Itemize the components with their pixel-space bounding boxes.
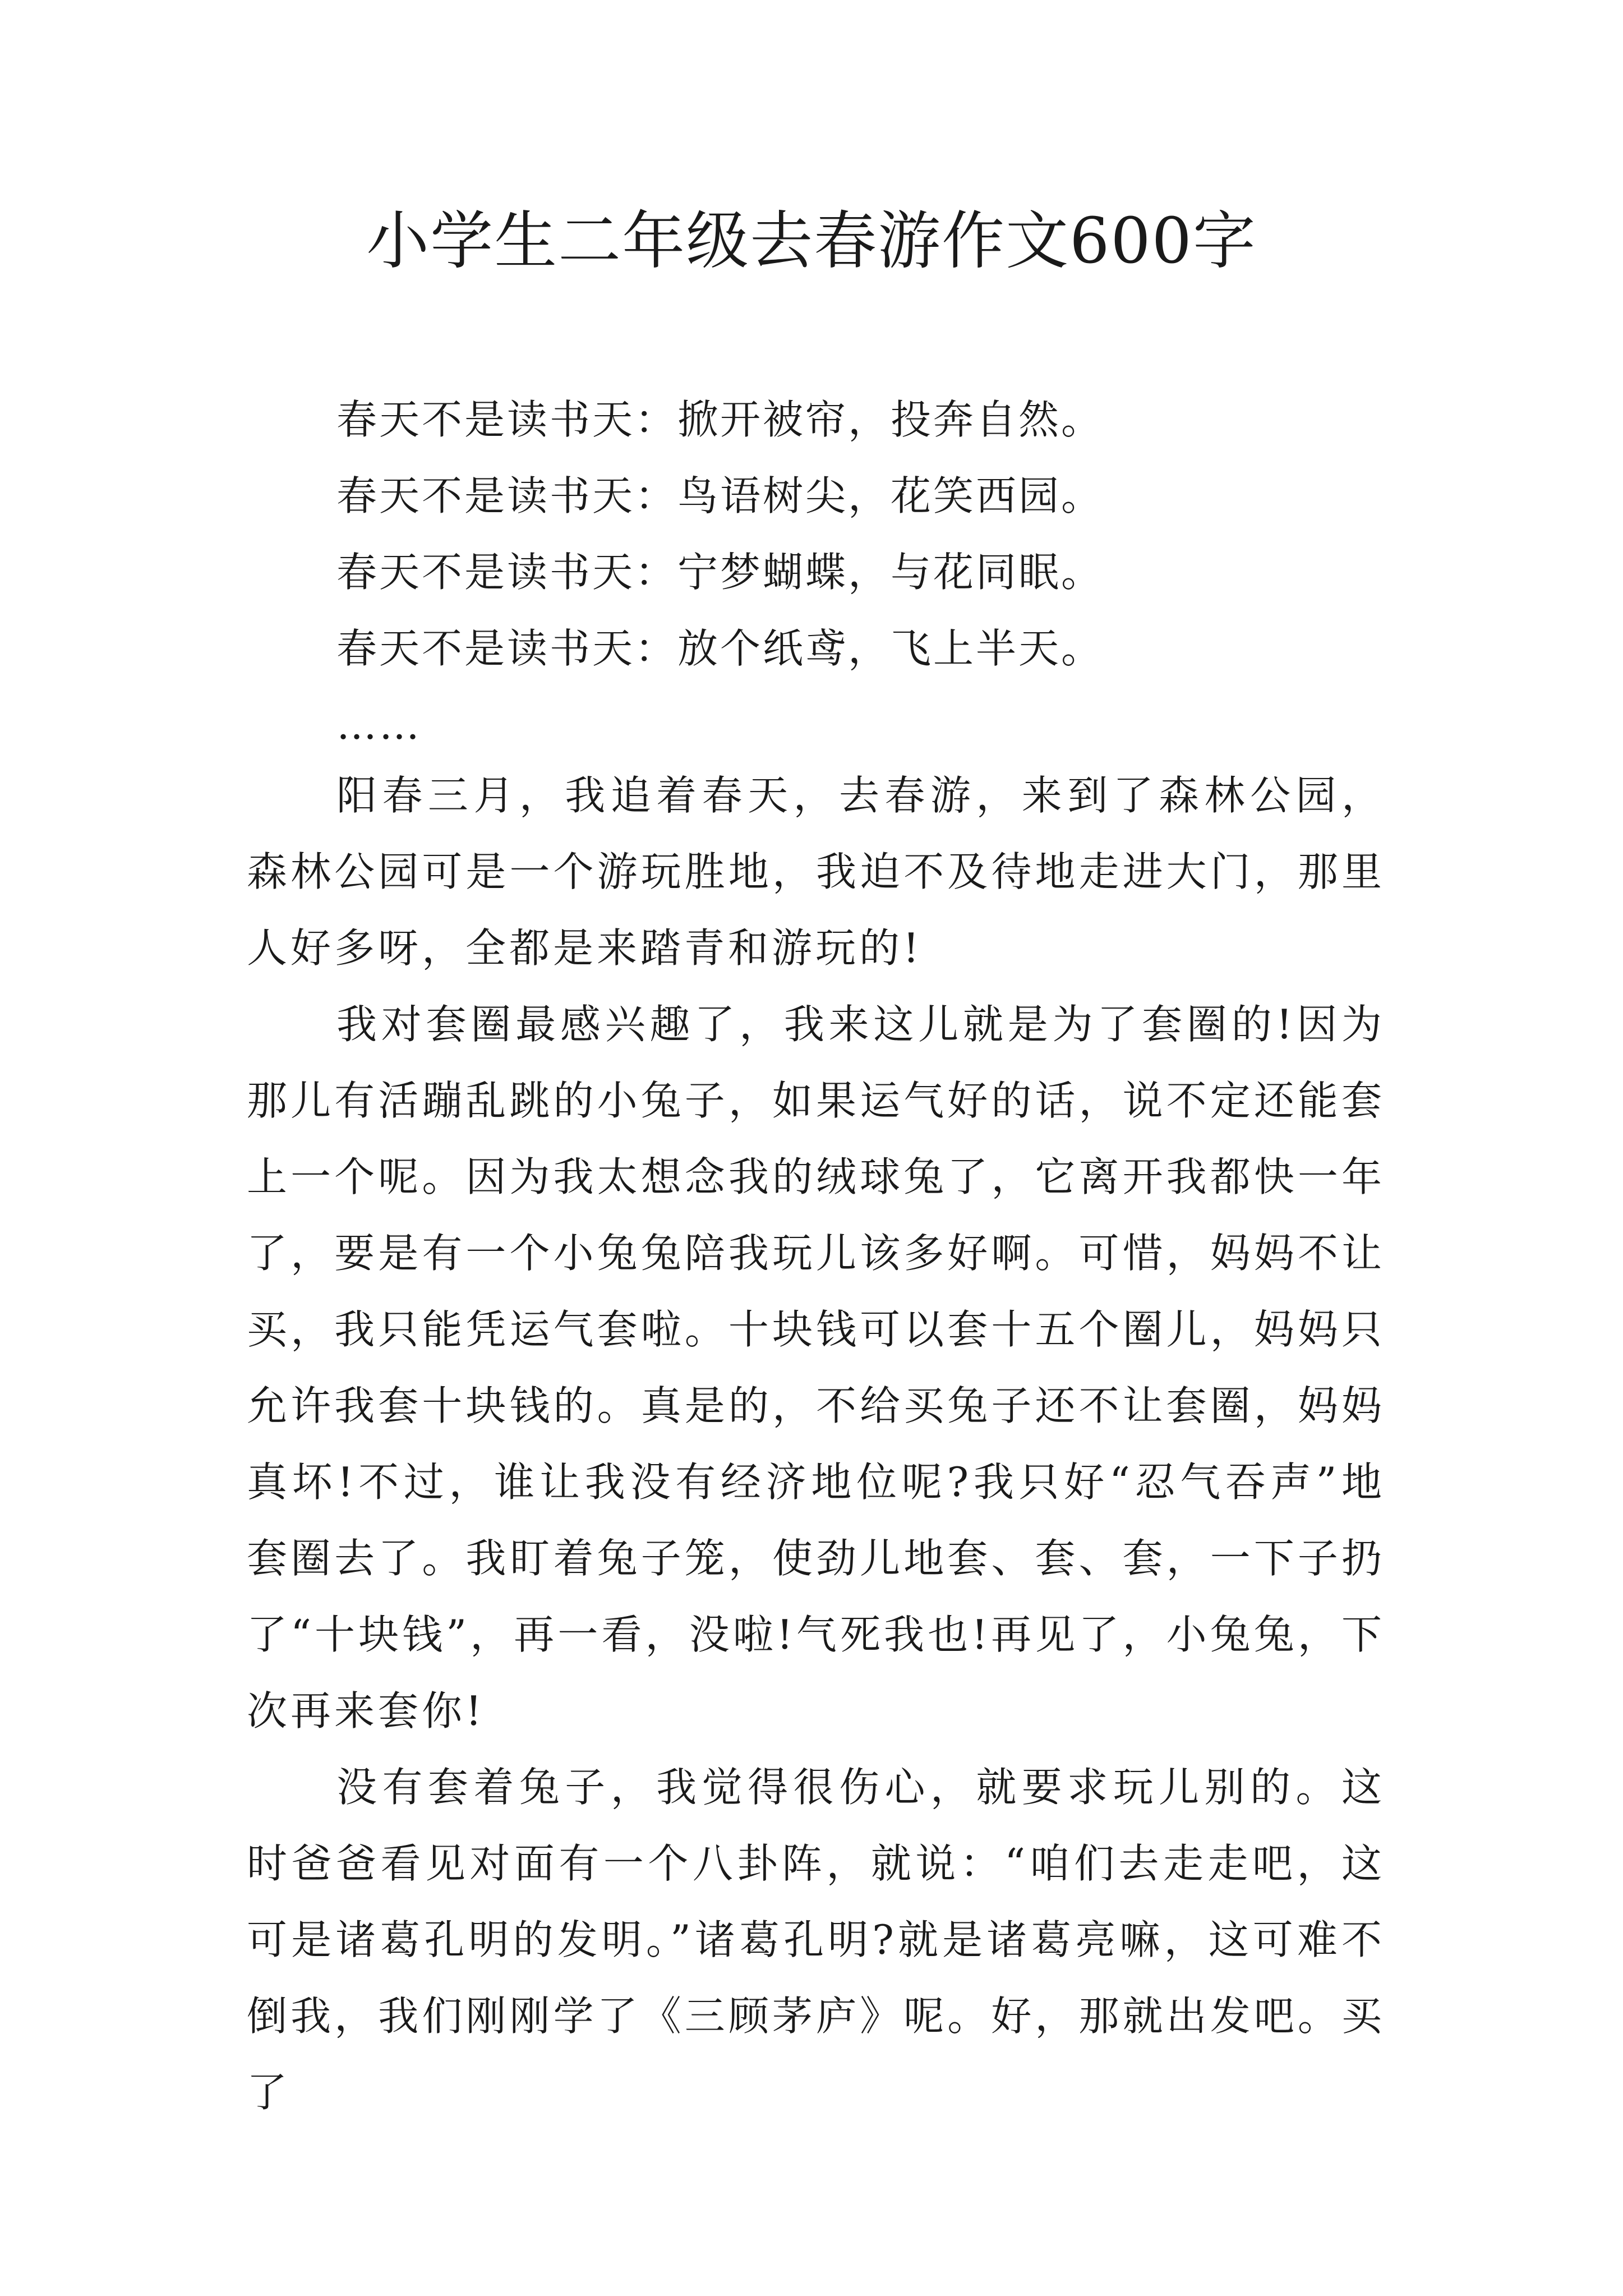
essay-body (247, 757, 1385, 2131)
poem-line: 春天不是读书天：宁梦蝴蝶，与花同眠。 (336, 549, 1104, 596)
poem-line: 春天不是读书天：放个纸鸢，飞上半天。 (336, 625, 1104, 672)
paragraph: 我对套圈最感兴趣了，我来这儿就是为了套圈的!因为那儿有活蹦乱跳的小兔子，如果运气好的话，说不定还能套上一个呢。因为我太想念我的绒球兔了，它离开我都快一年了，要是有一个小兔兔陪我玩儿该多好啊。可惜，妈妈不让买，我只能凭运气套啦。十块钱可以套十五个圈儿，妈妈只允许我套十块钱的。真是的，不给买兔子还不让套圈，妈妈真坏!不过，谁让我没有经济地位呢?我只好“忍气吞声”地套圈去了。我盯着兔子笼，使劲儿地套、套、套，一下子扔了“十块钱”，再一看，没啦!气死我也!再见了，小兔兔，下次再来套你! (247, 1001, 1385, 1734)
paragraph: 阳春三月，我追着春天，去春游，来到了森林公园，森林公园可是一个游玩胜地，我迫不及待地走进大门，那里人好多呀，全都是来踏青和游玩的! (247, 772, 1385, 972)
poem-ellipsis: …… (336, 701, 422, 748)
poem-line: 春天不是读书天：鸟语树尖，花笑西园。 (336, 472, 1104, 519)
poem-line: 春天不是读书天：掀开被帘，投奔自然。 (336, 396, 1104, 443)
poem-block (336, 381, 1458, 763)
paragraph: 没有套着兔子，我觉得很伤心，就要求玩儿别的。这时爸爸看见对面有一个八卦阵，就说：“咱们去走走吧，这可是诸葛孔明的发明。”诸葛孔明?就是诸葛亮嘛，这可难不倒我，我们刚刚学了《三顾茅庐》呢。好，那就出发吧。买了 (247, 1764, 1385, 2116)
document-title: 小学生二年级去春游作文600字 (366, 205, 1257, 278)
